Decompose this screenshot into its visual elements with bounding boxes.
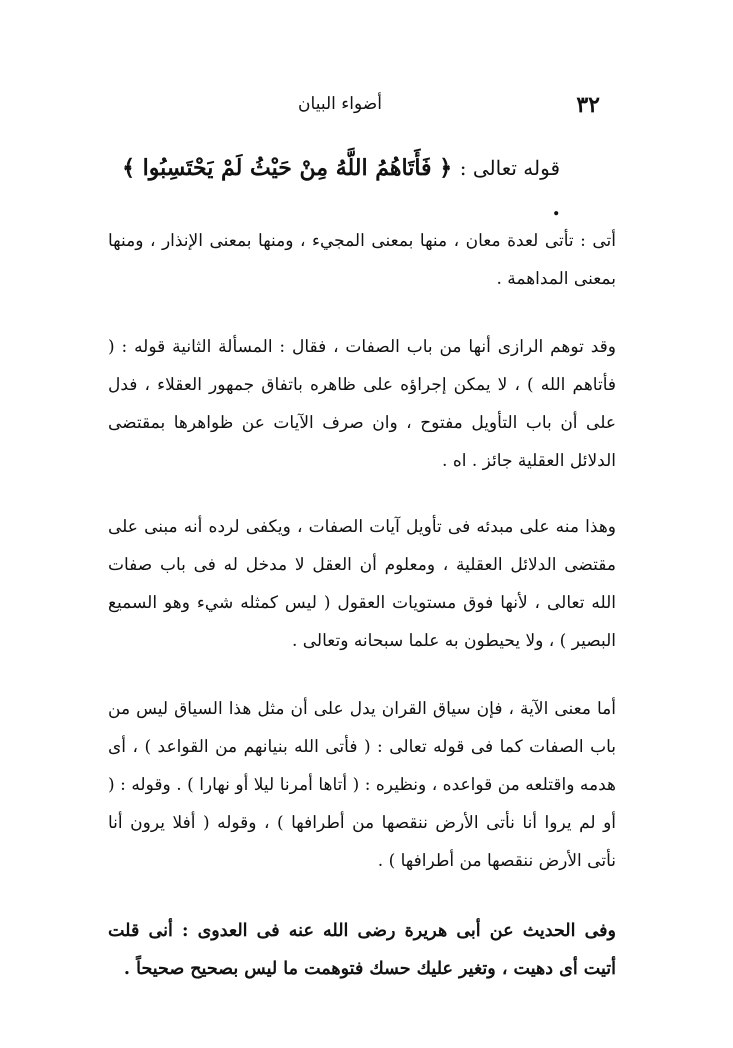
paragraph-refutation: وهذا منه على مبدئه فى تأويل آيات الصفات ، ويكفى لرده أنه مبنى على مقتضى الدلائل العقلية ، ومعلوم أن العقل لا مدخل له فى باب صفات الله تعالى ، لأنها فوق مستويات العقول ( ليس كمثله شيء وهو السميع البصير ) ، ولا يحيطون به علما سبحانه وتعالى . bbox=[108, 517, 616, 651]
paragraph-razi: وقد توهم الرازى أنها من باب الصفات ، فقال : المسألة الثانية قوله : ( فأتاهم الله ) ، لا يمكن إجراؤه على ظاهره باتفاق جمهور العقلاء ، فدل على أن باب التأويل مفتوح ، وان صرف الآيات عن ظواهرها بمقتضى الدلائل العقلية جائز . اه . bbox=[108, 337, 616, 471]
paragraph-hadith: وفى الحديث عن أبى هريرة رضى الله عنه فى العدوى : أنى قلت أتيت أى دهيت ، وتغير عليك حسك فتوهمت ما ليس بصحيح صحيحاً . bbox=[108, 921, 616, 979]
page-number: ٣٢ bbox=[576, 92, 600, 118]
page-header bbox=[80, 92, 600, 122]
running-title: أضواء البيان bbox=[298, 94, 382, 114]
paragraph-verse-meaning: أما معنى الآية ، فإن سياق القران يدل على أن مثل هذا السياق ليس من باب الصفات كما فى قوله تعالى : ( فأتى الله بنيانهم من القواعد ) ، أى هدمه واقتلعه من قواعده ، ونظيره : ( أتاها أمرنا ليلا أو نهارا ) . وقوله : ( أو لم يروا أنا نأتى الأرض ننقصها من أطرافها ) ، وقوله ( أفلا يرون أنا نأتى الأرض ننقصها من أطرافها ) . bbox=[108, 699, 616, 871]
verse-label: قوله تعالى : bbox=[459, 156, 560, 180]
verse-text: ﴿ فَأَتَاهُمُ اللَّهُ مِنْ حَيْثُ لَمْ يَحْتَسِبُوا ﴾ . bbox=[122, 155, 560, 221]
verse-line bbox=[120, 148, 560, 228]
paragraph-meanings: أتى : تأتى لعدة معان ، منها بمعنى المجيء ، ومنها بمعنى الإنذار ، ومنها بمعنى المداهمة . bbox=[108, 231, 616, 289]
